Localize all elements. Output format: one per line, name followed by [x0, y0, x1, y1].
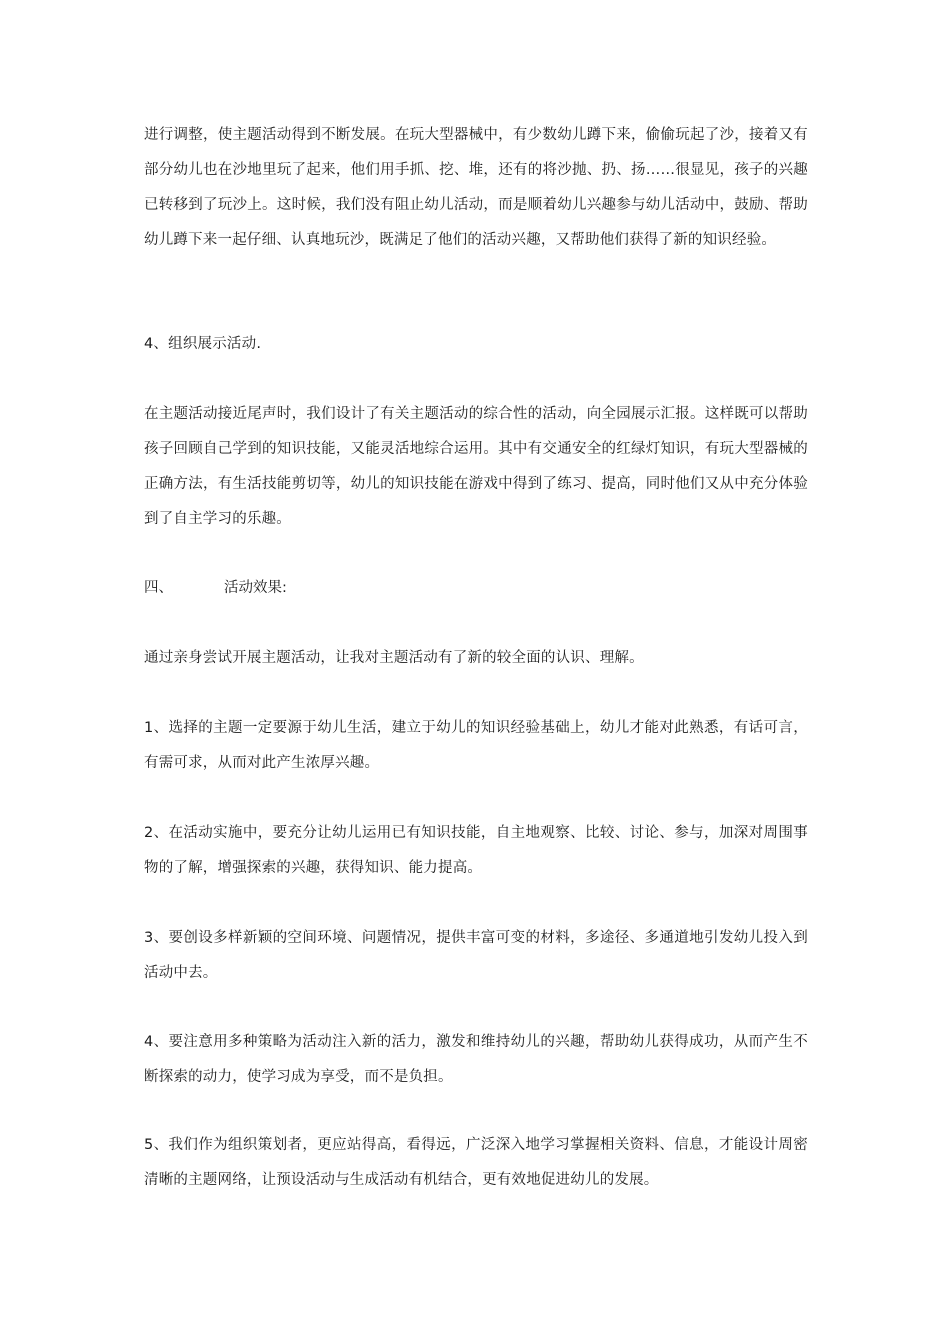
- paragraph-text: 通过亲身尝试开展主题活动，让我对主题活动有了新的较全面的认识、理解。: [144, 650, 644, 666]
- point-2: [144, 816, 808, 886]
- heading-text: 4、组织展示活动.: [144, 336, 262, 352]
- paragraph-text: 进行调整，使主题活动得到不断发展。在玩大型器械中，有少数幼儿蹲下来，偷偷玩起了沙，接着又有部分幼儿也在沙地里玩了起来，他们用手抓、挖、堆，还有的将沙抛、扔、扬……很显见，孩子的兴趣已转移到了玩沙上。这时候，我们没有阻止幼儿活动，而是顺着幼儿兴趣参与幼儿活动中，鼓励、帮助幼儿蹲下来一起仔细、认真地玩沙，既满足了他们的活动兴趣，又帮助他们获得了新的知识经验。: [144, 127, 808, 248]
- section4-intro: [144, 641, 808, 676]
- section4-heading: [144, 571, 287, 606]
- point-text: 1、选择的主题一定要源于幼儿生活，建立于幼儿的知识经验基础上，幼儿才能对此熟悉，有话可言，有需可求，从而对此产生浓厚兴趣。: [144, 720, 808, 771]
- point-text: 2、在活动实施中，要充分让幼儿运用已有知识技能，自主地观察、比较、讨论、参与，加深对周围事物的了解，增强探索的兴趣，获得知识、能力提高。: [144, 825, 808, 876]
- point-4: [144, 1025, 808, 1095]
- point-text: 5、我们作为组织策划者，更应站得高，看得远，广泛深入地学习掌握相关资料、信息，才能设计周密清晰的主题网络，让预设活动与生成活动有机结合，更有效地促进幼儿的发展。: [144, 1137, 808, 1188]
- point-3: [144, 921, 808, 991]
- continuation-paragraph: [144, 118, 808, 258]
- item4-paragraph: [144, 397, 808, 537]
- point-text: 4、要注意用多种策略为活动注入新的活力，激发和维持幼儿的兴趣，帮助幼儿获得成功，从而产生不断探索的动力，使学习成为享受，而不是负担。: [144, 1034, 808, 1085]
- section-title: 活动效果:: [224, 580, 287, 596]
- point-text: 3、要创设多样新颖的空间环境、问题情况，提供丰富可变的材料，多途径、多通道地引发幼儿投入到活动中去。: [144, 930, 808, 981]
- item4-heading: [144, 327, 808, 362]
- point-5: [144, 1128, 808, 1198]
- point-1: [144, 711, 808, 781]
- paragraph-text: 在主题活动接近尾声时，我们设计了有关主题活动的综合性的活动，向全园展示汇报。这样既可以帮助孩子回顾自己学到的知识技能，又能灵活地综合运用。其中有交通安全的红绿灯知识，有玩大型器械的正确方法，有生活技能剪切等，幼儿的知识技能在游戏中得到了练习、提高，同时他们又从中充分体验到了自主学习的乐趣。: [144, 406, 808, 527]
- section-number: 四、: [144, 580, 173, 596]
